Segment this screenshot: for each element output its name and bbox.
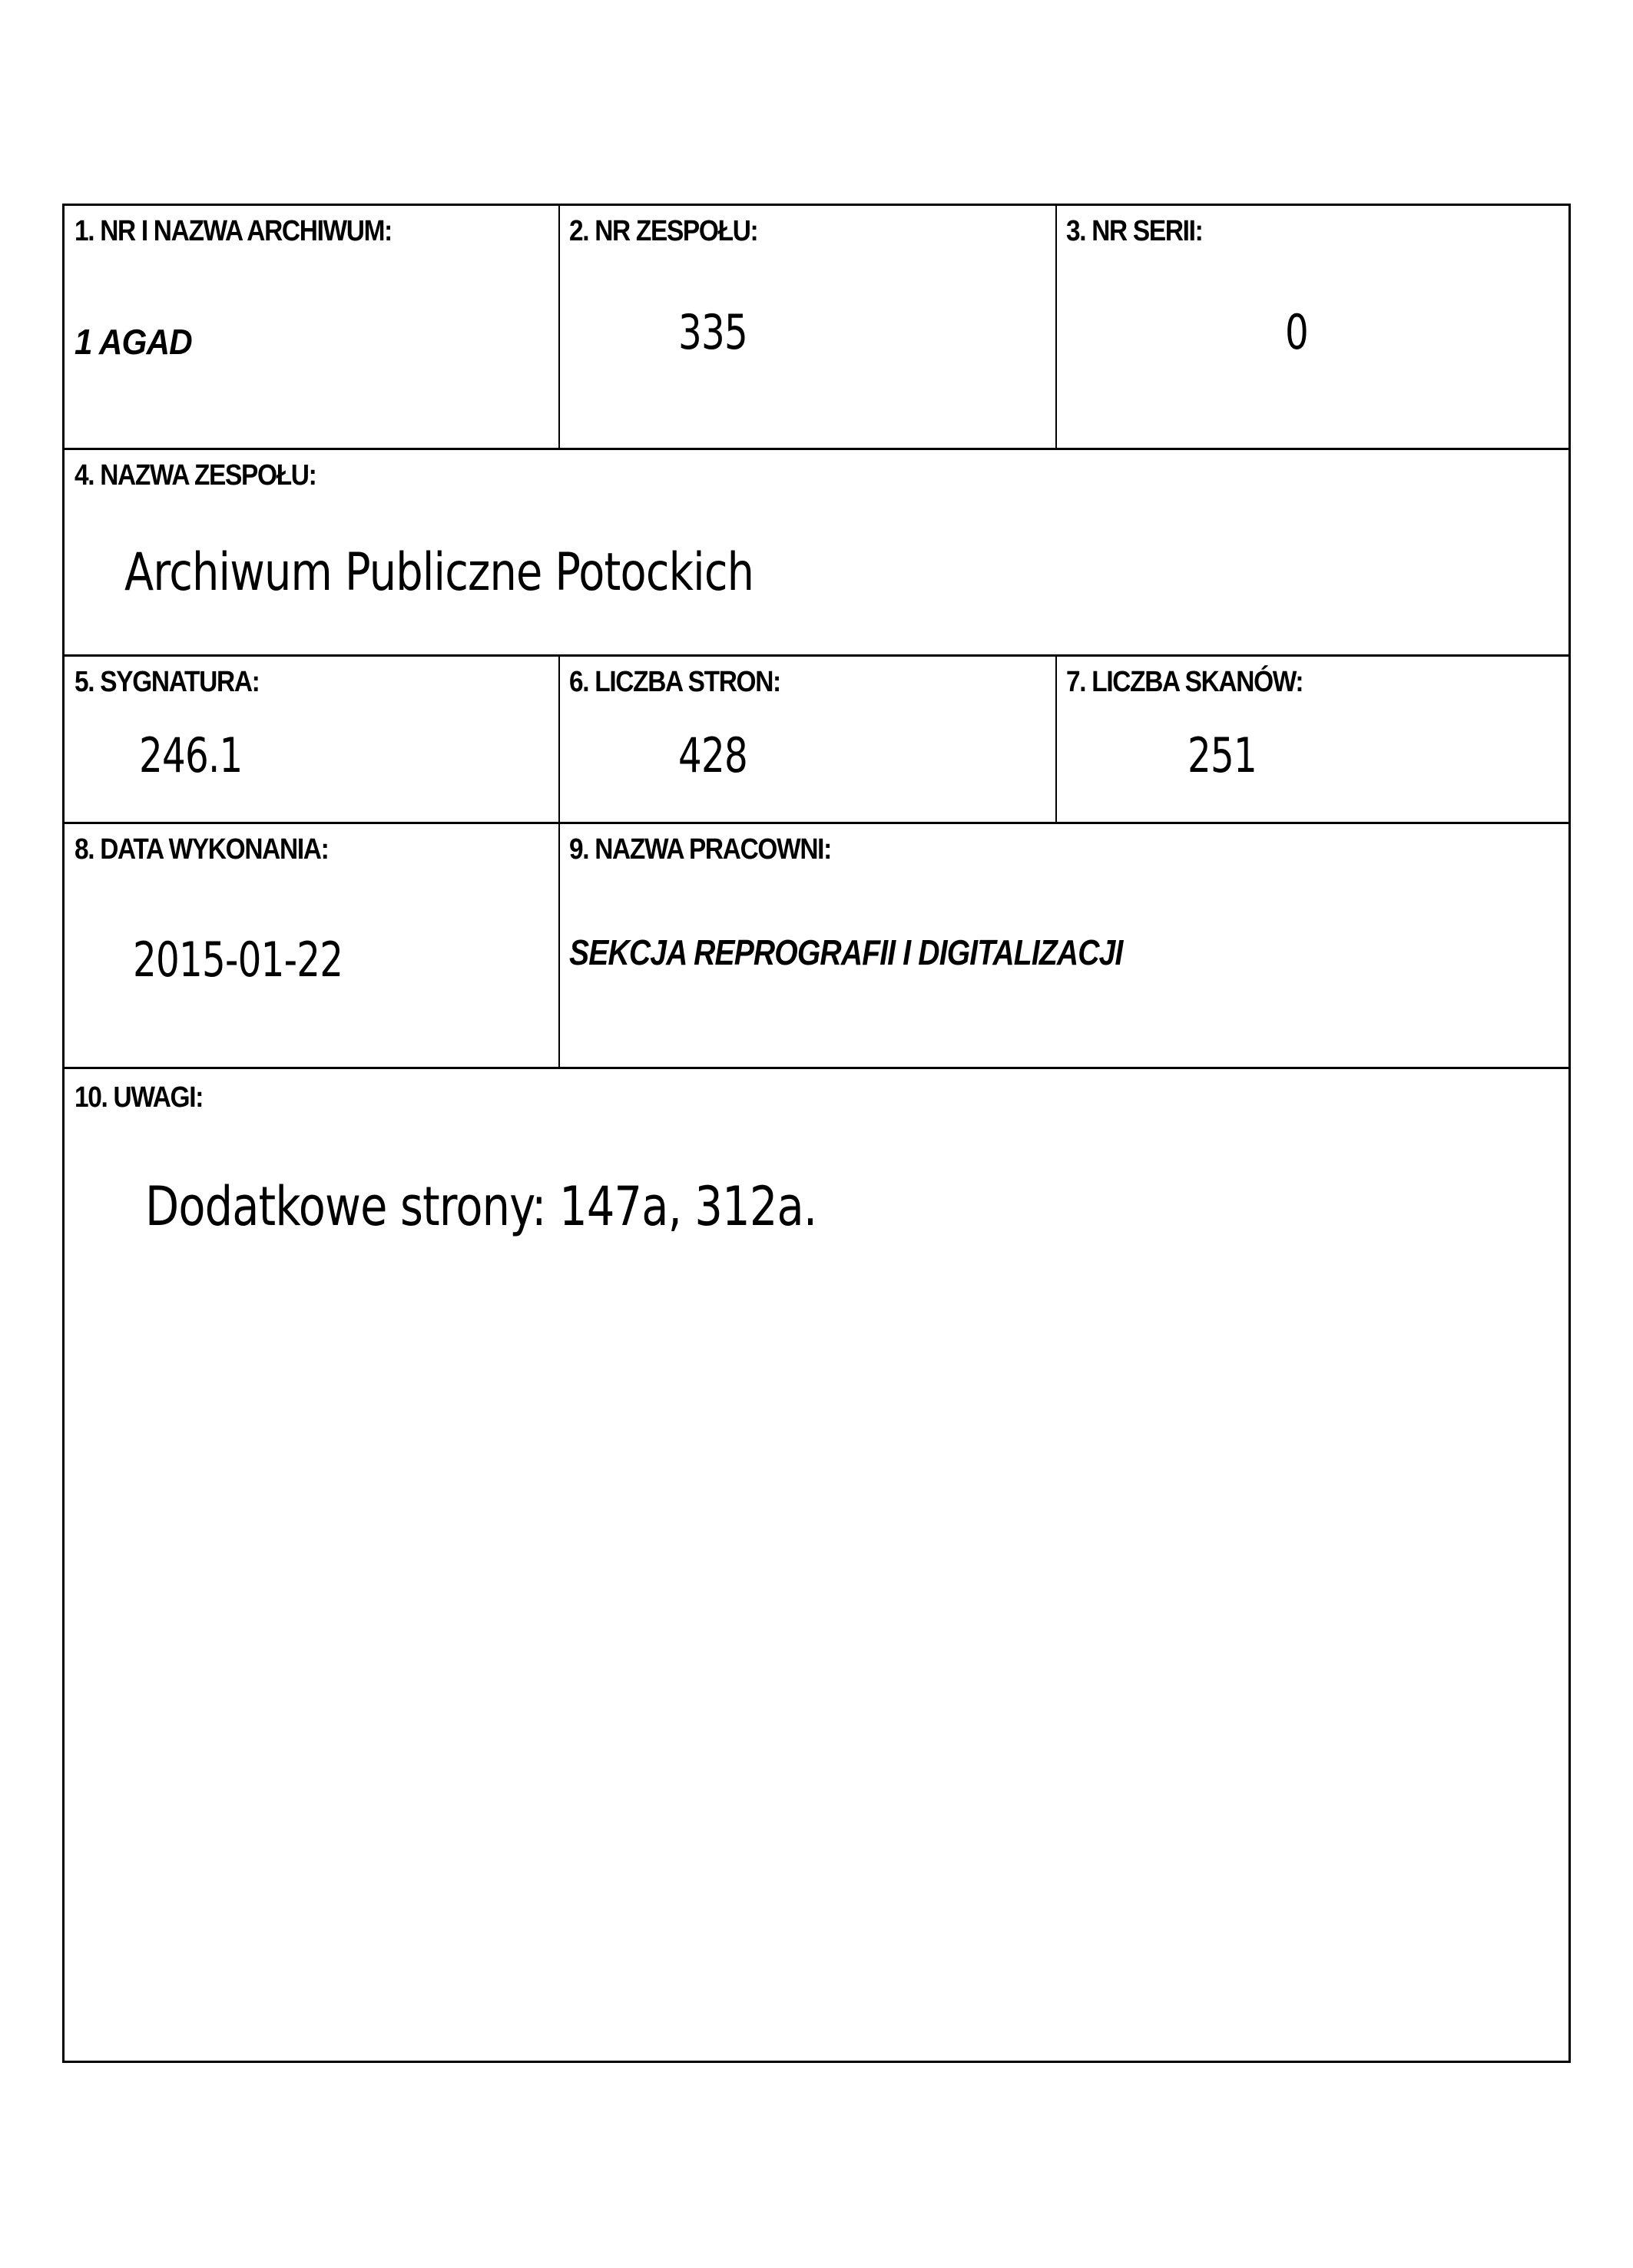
field-signature: [65, 657, 558, 822]
signature-value: 246.1: [139, 727, 243, 783]
field-label: 3. NR SERII:: [1066, 215, 1203, 247]
field-workshop-name: [560, 824, 1572, 1067]
field-label: 1. NR I NAZWA ARCHIWUM:: [75, 215, 392, 247]
remarks-value: Dodatkowe strony: 147a, 312a.: [145, 1175, 817, 1238]
field-label: 6. LICZBA STRON:: [569, 666, 780, 698]
fonds-name-value: Archiwum Publiczne Potockich: [124, 542, 754, 603]
field-label: 9. NAZWA PRACOWNI:: [569, 833, 831, 866]
field-label: 8. DATA WYKONANIA:: [75, 833, 329, 866]
scan-count-value: 251: [1187, 727, 1257, 783]
field-label: 5. SYGNATURA:: [75, 666, 260, 698]
archive-value: 1 AGAD: [75, 322, 192, 362]
execution-date-value: 2015-01-22: [133, 932, 343, 988]
field-archive: [65, 206, 558, 448]
workshop-name-value: SEKCJA REPROGRAFII I DIGITALIZACJI: [569, 932, 1123, 972]
field-label: 2. NR ZESPOŁU:: [569, 215, 758, 247]
field-page-count: [560, 657, 1055, 822]
field-remarks: [65, 1069, 1572, 2063]
field-scan-count: [1057, 657, 1572, 822]
field-label: 7. LICZBA SKANÓW:: [1066, 666, 1303, 698]
field-execution-date: [65, 824, 558, 1067]
field-fonds-number: [560, 206, 1055, 448]
page-count-value: 428: [678, 727, 747, 783]
field-label: 4. NAZWA ZESPOŁU:: [75, 459, 316, 492]
fonds-number-value: 335: [678, 304, 747, 360]
field-fonds-name: [65, 450, 1572, 654]
field-label: 10. UWAGI:: [75, 1081, 204, 1114]
series-number-value: 0: [1285, 304, 1308, 360]
metadata-form: [62, 204, 1571, 2063]
field-series-number: [1057, 206, 1572, 448]
